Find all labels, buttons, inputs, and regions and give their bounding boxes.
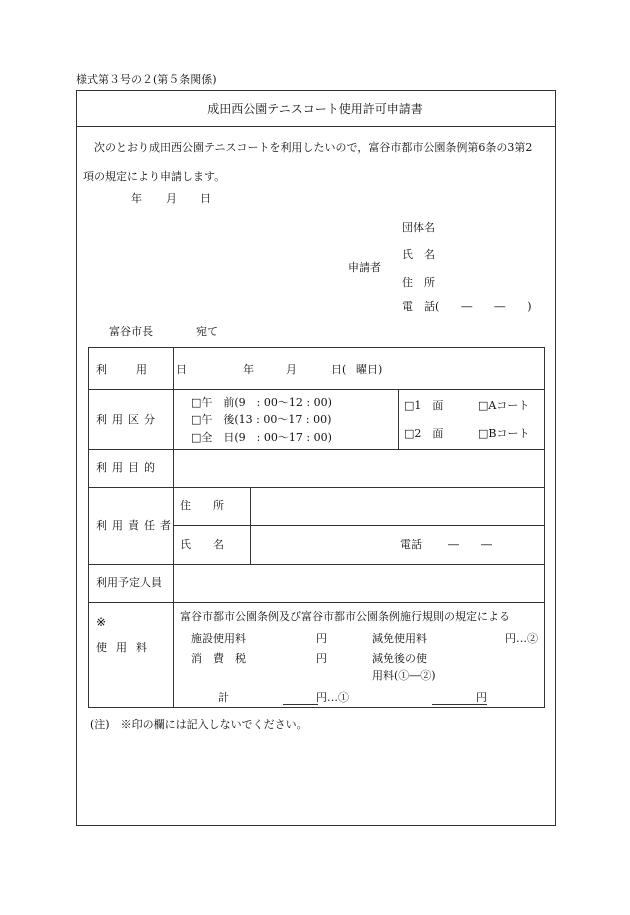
- division-option-allday[interactable]: □全 日(9 : 00～17 : 00): [191, 431, 332, 444]
- date-year: 年: [131, 192, 142, 205]
- court-count-2[interactable]: □2 面: [404, 427, 444, 440]
- use-date-day: 日(: [331, 363, 347, 376]
- applicant-label: 申請者: [348, 261, 381, 274]
- row-divider-responsible-mid: [173, 525, 545, 526]
- intro-line-2: 項の規定により申請します。: [83, 170, 226, 183]
- responsible-label: 利用責任者: [96, 519, 176, 532]
- final-value: 円: [476, 691, 487, 704]
- date-day: 日: [200, 192, 211, 205]
- total-underline: [283, 704, 318, 705]
- date-month: 月: [166, 192, 177, 205]
- reduction-fee-label: 減免使用料: [372, 632, 427, 645]
- intro-line-1: 次のとおり成田西公園テニスコートを利用したいので，富谷市都市公園条例第6条の3第2: [94, 141, 533, 154]
- use-date-month: 月: [286, 363, 297, 376]
- row-divider-1: [88, 389, 545, 390]
- applicant-name: 氏 名: [402, 248, 435, 261]
- row-divider-3: [88, 487, 545, 488]
- facility-fee-label: 施設使用料: [191, 632, 246, 645]
- reduction-fee-result: 円…②: [505, 632, 538, 645]
- division-option-afternoon[interactable]: □午 後(13 : 00～17 : 00): [191, 413, 332, 426]
- responsible-name-label: 氏 名: [180, 538, 224, 551]
- use-date-label: 利 用 日: [96, 363, 196, 376]
- applicant-group-name: 団体名: [402, 221, 435, 234]
- responsible-subcolumn-divider: [250, 487, 251, 564]
- fee-mark: ※: [96, 615, 107, 629]
- applicant-address: 住 所: [402, 276, 435, 289]
- responsible-phone-dash: ― ―: [448, 538, 492, 551]
- fee-rule: 富谷市都市公園条例及び富谷市都市公園条例施行規則の規定による: [180, 610, 510, 623]
- division-court-divider: [398, 389, 399, 449]
- tax-yen: 円: [316, 652, 327, 665]
- use-date-weekday: 曜日): [356, 363, 383, 376]
- recipient-addressee: 宛て: [196, 325, 218, 338]
- court-count-1[interactable]: □1 面: [404, 399, 444, 412]
- row-divider-2: [88, 449, 545, 450]
- after-reduction-label-1: 減免後の使: [372, 652, 427, 665]
- court-b[interactable]: □Bコート: [478, 427, 530, 440]
- total-value: 円…①: [316, 691, 349, 704]
- final-underline: [432, 704, 487, 705]
- note: (注) ※印の欄には記入しないでください。: [90, 718, 308, 731]
- planned-people-label: 利用予定人員: [96, 576, 162, 589]
- title-divider: [76, 126, 556, 127]
- row-divider-4: [88, 564, 545, 565]
- responsible-address-label: 住 所: [180, 499, 224, 512]
- purpose-label: 利用目的: [96, 461, 160, 474]
- fee-label: 使用料: [96, 641, 156, 654]
- recipient-mayor: 富谷市長: [109, 325, 153, 338]
- court-a[interactable]: □Aコート: [478, 399, 530, 412]
- use-division-label: 利用区分: [96, 413, 160, 426]
- row-divider-5: [88, 602, 545, 603]
- form-title: 成田西公園テニスコート使用許可申請書: [207, 102, 423, 116]
- form-number: 様式第３号の２(第５条関係): [76, 73, 217, 86]
- division-option-morning[interactable]: □午 前(9 : 00～12 : 00): [191, 396, 332, 409]
- use-date-year: 年: [243, 363, 254, 376]
- tax-label: 消 費 税: [191, 652, 246, 665]
- responsible-phone-label: 電話: [400, 538, 422, 551]
- applicant-phone: 電 話( ― ― ): [402, 300, 532, 313]
- after-reduction-label-2: 用料(①―②): [372, 669, 436, 682]
- total-label: 計: [218, 691, 229, 704]
- facility-fee-yen: 円: [316, 632, 327, 645]
